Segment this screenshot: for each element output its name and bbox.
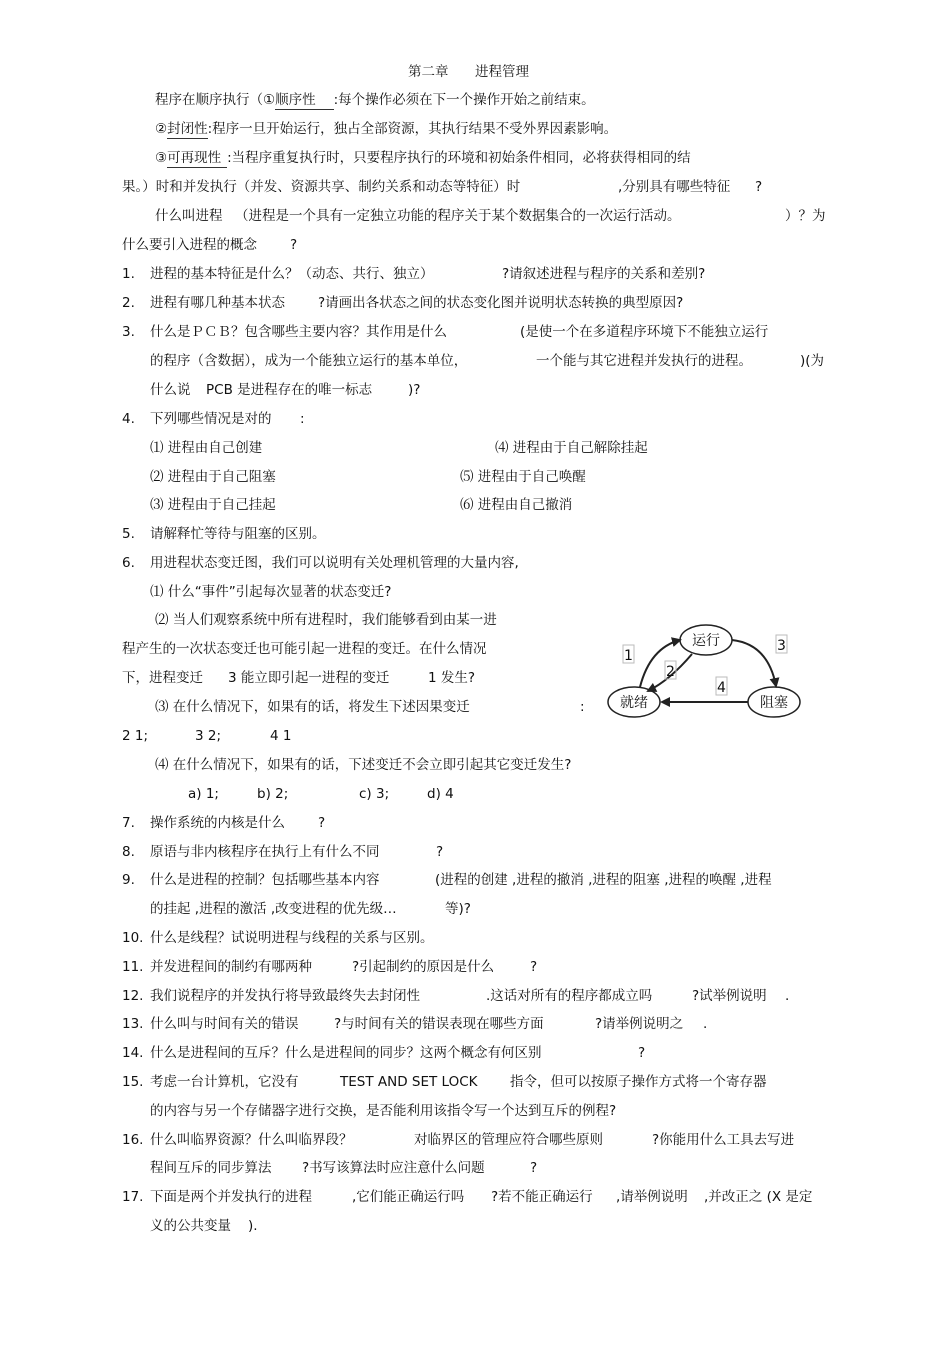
question-9-text: 什么是进程的控制？包括哪些基本内容 bbox=[150, 872, 380, 888]
question-7-mark: ? bbox=[318, 815, 326, 831]
question-16-text: 什么叫临界资源？什么叫临界段？ bbox=[150, 1132, 353, 1148]
question-16-text-e: ?书写该算法时应注意什么问题 bbox=[302, 1160, 485, 1176]
question-6-sub-3b: : bbox=[580, 699, 585, 715]
intro-line-5a: 什么叫进程 bbox=[155, 208, 223, 224]
question-2-text: 进程有哪几种基本状态 bbox=[150, 295, 285, 311]
question-number: 14. bbox=[122, 1045, 144, 1061]
intro-text: :当程序重复执行时，只要程序执行的环境和初始条件相同，必将获得相同的结 bbox=[227, 150, 691, 166]
option-4: ⑷ 进程由于自己解除挂起 bbox=[495, 440, 648, 456]
question-17-text-b: ,它们能正确运行吗 bbox=[352, 1189, 465, 1205]
question-number: 15. bbox=[122, 1074, 144, 1090]
question-3-text-e: )(为 bbox=[800, 353, 825, 369]
choice-c: c) 3; bbox=[359, 786, 390, 802]
question-number: 17. bbox=[122, 1189, 144, 1205]
question-1-text: 进程的基本特征是什么？（动态、共行、独立） bbox=[150, 266, 434, 282]
question-6-sub-3a: ⑶ 在什么情况下，如果有的话，将发生下述因果变迁 bbox=[155, 699, 470, 715]
question-6-sub-3c: 2 1; bbox=[122, 728, 149, 744]
question-3-text: 什么是ＰＣＢ？包含哪些主要内容？其作用是什么 bbox=[150, 324, 447, 340]
question-number: 3. bbox=[122, 324, 135, 340]
question-2-text-b: ?请画出各状态之间的状态变化图并说明状态转换的典型原因? bbox=[318, 295, 684, 311]
chapter-label: 第二章 bbox=[408, 64, 449, 80]
question-12-text: 我们说程序的并发执行将导致最终失去封闭性 bbox=[150, 988, 420, 1004]
choice-a: a) 1; bbox=[188, 786, 219, 802]
question-17-text-c: ?若不能正确运行 bbox=[491, 1189, 593, 1205]
question-17-text-e: ,并改正之 (X 是定 bbox=[704, 1189, 813, 1205]
question-8-text: 原语与非内核程序在执行上有什么不同 bbox=[150, 844, 380, 860]
transition-3-label: 3 bbox=[777, 638, 786, 654]
question-16-text-b: 对临界区的管理应符合哪些原则 bbox=[414, 1132, 603, 1148]
question-6-sub-2c: 下，进程变迁 bbox=[122, 670, 203, 686]
question-17-text-f: 义的公共变量 bbox=[150, 1218, 231, 1234]
question-number: 4. bbox=[122, 411, 135, 427]
question-8-mark: ? bbox=[436, 844, 444, 860]
question-number: 1. bbox=[122, 266, 135, 282]
question-15-instruction: TEST AND SET LOCK bbox=[340, 1074, 478, 1090]
intro-underlined-term: 顺序性 bbox=[275, 92, 334, 110]
intro-line-4a: 果。）时和并发执行（并发、资源共享、制约关系和动态等特征）时 bbox=[122, 179, 521, 195]
question-6-sub-2e: 1 发生? bbox=[428, 670, 476, 686]
intro-line-4b: ,分别具有哪些特征 bbox=[618, 179, 731, 195]
question-6-sub-2a: ⑵ 当人们观察系统中所有进程时，我们能够看到由某一进 bbox=[155, 612, 497, 628]
question-5-text: 请解释忙等待与阻塞的区别。 bbox=[150, 526, 326, 542]
question-3-text-d: 一个能与其它进程并发执行的进程。 bbox=[536, 353, 752, 369]
intro-line-6b: ? bbox=[290, 237, 298, 253]
question-3-text-f: 什么说 bbox=[150, 382, 191, 398]
question-6-sub-4: ⑷ 在什么情况下，如果有的话，下述变迁不会立即引起其它变迁发生? bbox=[155, 757, 572, 773]
question-6-text: 用进程状态变迁图，我们可以说明有关处理机管理的大量内容, bbox=[150, 555, 519, 571]
intro-underlined-term: 封闭性 bbox=[167, 121, 208, 137]
question-14-text: 什么是进程间的互斥？什么是进程间的同步？这两个概念有何区别 bbox=[150, 1045, 542, 1061]
question-number: 8. bbox=[122, 844, 135, 860]
question-17-text-g: ). bbox=[248, 1218, 258, 1234]
intro-line-4c: ? bbox=[755, 179, 763, 195]
question-12-text-b: .这话对所有的程序都成立吗 bbox=[486, 988, 653, 1004]
intro-line-5b: （进程是一个具有一定独立功能的程序关于某个数据集合的一次运行活动。 bbox=[235, 208, 681, 224]
question-9-text-d: 等)? bbox=[445, 901, 471, 917]
intro-underlined-term: 可再现性 bbox=[167, 150, 227, 168]
question-4-colon: : bbox=[300, 411, 305, 427]
choice-d: d) 4 bbox=[427, 786, 454, 802]
state-running-label: 运行 bbox=[692, 633, 720, 649]
question-17-text-d: ,请举例说明 bbox=[616, 1189, 688, 1205]
intro-line-3 bbox=[155, 148, 691, 168]
question-17-text: 下面是两个并发执行的进程 bbox=[150, 1189, 312, 1205]
question-10-text: 什么是线程？试说明进程与线程的关系与区别。 bbox=[150, 930, 434, 946]
question-6-sub-1: ⑴ 什么“事件”引起每次显著的状态变迁? bbox=[150, 584, 392, 600]
question-number: 5. bbox=[122, 526, 135, 542]
state-blocked-label: 阻塞 bbox=[760, 695, 788, 711]
question-3-text-g: PCB 是进程存在的唯一标志 bbox=[206, 382, 373, 398]
question-number: 13. bbox=[122, 1016, 144, 1032]
question-11-text: 并发进程间的制约有哪两种 bbox=[150, 959, 312, 975]
question-number: 16. bbox=[122, 1132, 144, 1148]
question-number: 2. bbox=[122, 295, 135, 311]
option-2: ⑵ 进程由于自己阻塞 bbox=[150, 469, 276, 485]
intro-text: :程序一旦开始运行，独占全部资源，其执行结果不受外界因素影响。 bbox=[207, 121, 618, 137]
question-13-text-b: ?与时间有关的错误表现在哪些方面 bbox=[334, 1016, 544, 1032]
question-12-mark: . bbox=[785, 988, 790, 1004]
intro-line-2 bbox=[155, 119, 617, 139]
question-13-text: 什么叫与时间有关的错误 bbox=[150, 1016, 299, 1032]
choice-b: b) 2; bbox=[257, 786, 289, 802]
question-number: 10. bbox=[122, 930, 144, 946]
intro-line-6a: 什么要引入进程的概念 bbox=[122, 237, 257, 253]
question-1-text-b: ?请叙述进程与程序的关系和差别? bbox=[502, 266, 706, 282]
intro-line-1 bbox=[155, 90, 595, 110]
question-13-text-c: ?请举例说明之 bbox=[595, 1016, 684, 1032]
question-16-text-d: 程间互斥的同步算法 bbox=[150, 1160, 272, 1176]
question-15-text-c: 指令，但可以按原子操作方式将一个寄存器 bbox=[510, 1074, 767, 1090]
question-14-mark: ? bbox=[638, 1045, 646, 1061]
question-7-text: 操作系统的内核是什么 bbox=[150, 815, 285, 831]
question-6-sub-2d: 3 能立即引起一进程的变迁 bbox=[228, 670, 390, 686]
intro-text: ② bbox=[155, 121, 168, 137]
question-6-sub-3e: 4 1 bbox=[270, 728, 292, 744]
chapter-title: 进程管理 bbox=[475, 64, 529, 80]
state-ready-label: 就绪 bbox=[620, 695, 648, 711]
question-15-text-d: 的内容与另一个存储器字进行交换，是否能利用该指令写一个达到互斥的例程? bbox=[150, 1103, 617, 1119]
question-11-mark: ? bbox=[530, 959, 538, 975]
transition-2-label: 2 bbox=[666, 664, 675, 680]
transition-3-arrow bbox=[732, 640, 776, 686]
question-3-text-h: )? bbox=[408, 382, 421, 398]
question-number: 12. bbox=[122, 988, 144, 1004]
question-3-text-c: 的程序（含数据），成为一个能独立运行的基本单位， bbox=[150, 353, 468, 369]
question-4-text: 下列哪些情况是对的 bbox=[150, 411, 272, 427]
question-number: 6. bbox=[122, 555, 135, 571]
question-13-mark: . bbox=[703, 1016, 708, 1032]
question-15-text: 考虑一台计算机，它没有 bbox=[150, 1074, 299, 1090]
question-number: 9. bbox=[122, 872, 135, 888]
question-6-sub-3d: 3 2; bbox=[195, 728, 222, 744]
option-1: ⑴ 进程由自己创建 bbox=[150, 440, 263, 456]
transition-4-label: 4 bbox=[717, 680, 726, 696]
question-9-text-b: (进程的创建 ,进程的撤消 ,进程的阻塞 ,进程的唤醒 ,进程 bbox=[435, 872, 772, 888]
question-11-text-b: ?引起制约的原因是什么 bbox=[352, 959, 495, 975]
option-3: ⑶ 进程由于自己挂起 bbox=[150, 497, 276, 513]
question-16-mark: ? bbox=[530, 1160, 538, 1176]
question-3-text-b: (是使一个在多道程序环境下不能独立运行 bbox=[520, 324, 769, 340]
option-5: ⑸ 进程由于自己唤醒 bbox=[460, 469, 586, 485]
question-9-text-c: 的挂起 ,进程的激活 ,改变进程的优先级… bbox=[150, 901, 397, 917]
process-state-diagram bbox=[600, 618, 810, 723]
option-6: ⑹ 进程由自己撤消 bbox=[460, 497, 573, 513]
question-number: 7. bbox=[122, 815, 135, 831]
intro-line-5c: ）？为 bbox=[785, 208, 826, 224]
intro-text: ③ bbox=[155, 150, 168, 166]
question-12-text-c: ?试举例说明 bbox=[692, 988, 767, 1004]
question-6-sub-2b: 程产生的一次状态变迁也可能引起一进程的变迁。在什么情况 bbox=[122, 641, 487, 657]
question-16-text-c: ?你能用什么工具去写进 bbox=[652, 1132, 795, 1148]
transition-1-label: 1 bbox=[624, 648, 633, 664]
intro-text: :每个操作必须在下一个操作开始之前结束。 bbox=[333, 92, 595, 108]
question-number: 11. bbox=[122, 959, 144, 975]
intro-text: 程序在顺序执行（① bbox=[155, 92, 276, 108]
